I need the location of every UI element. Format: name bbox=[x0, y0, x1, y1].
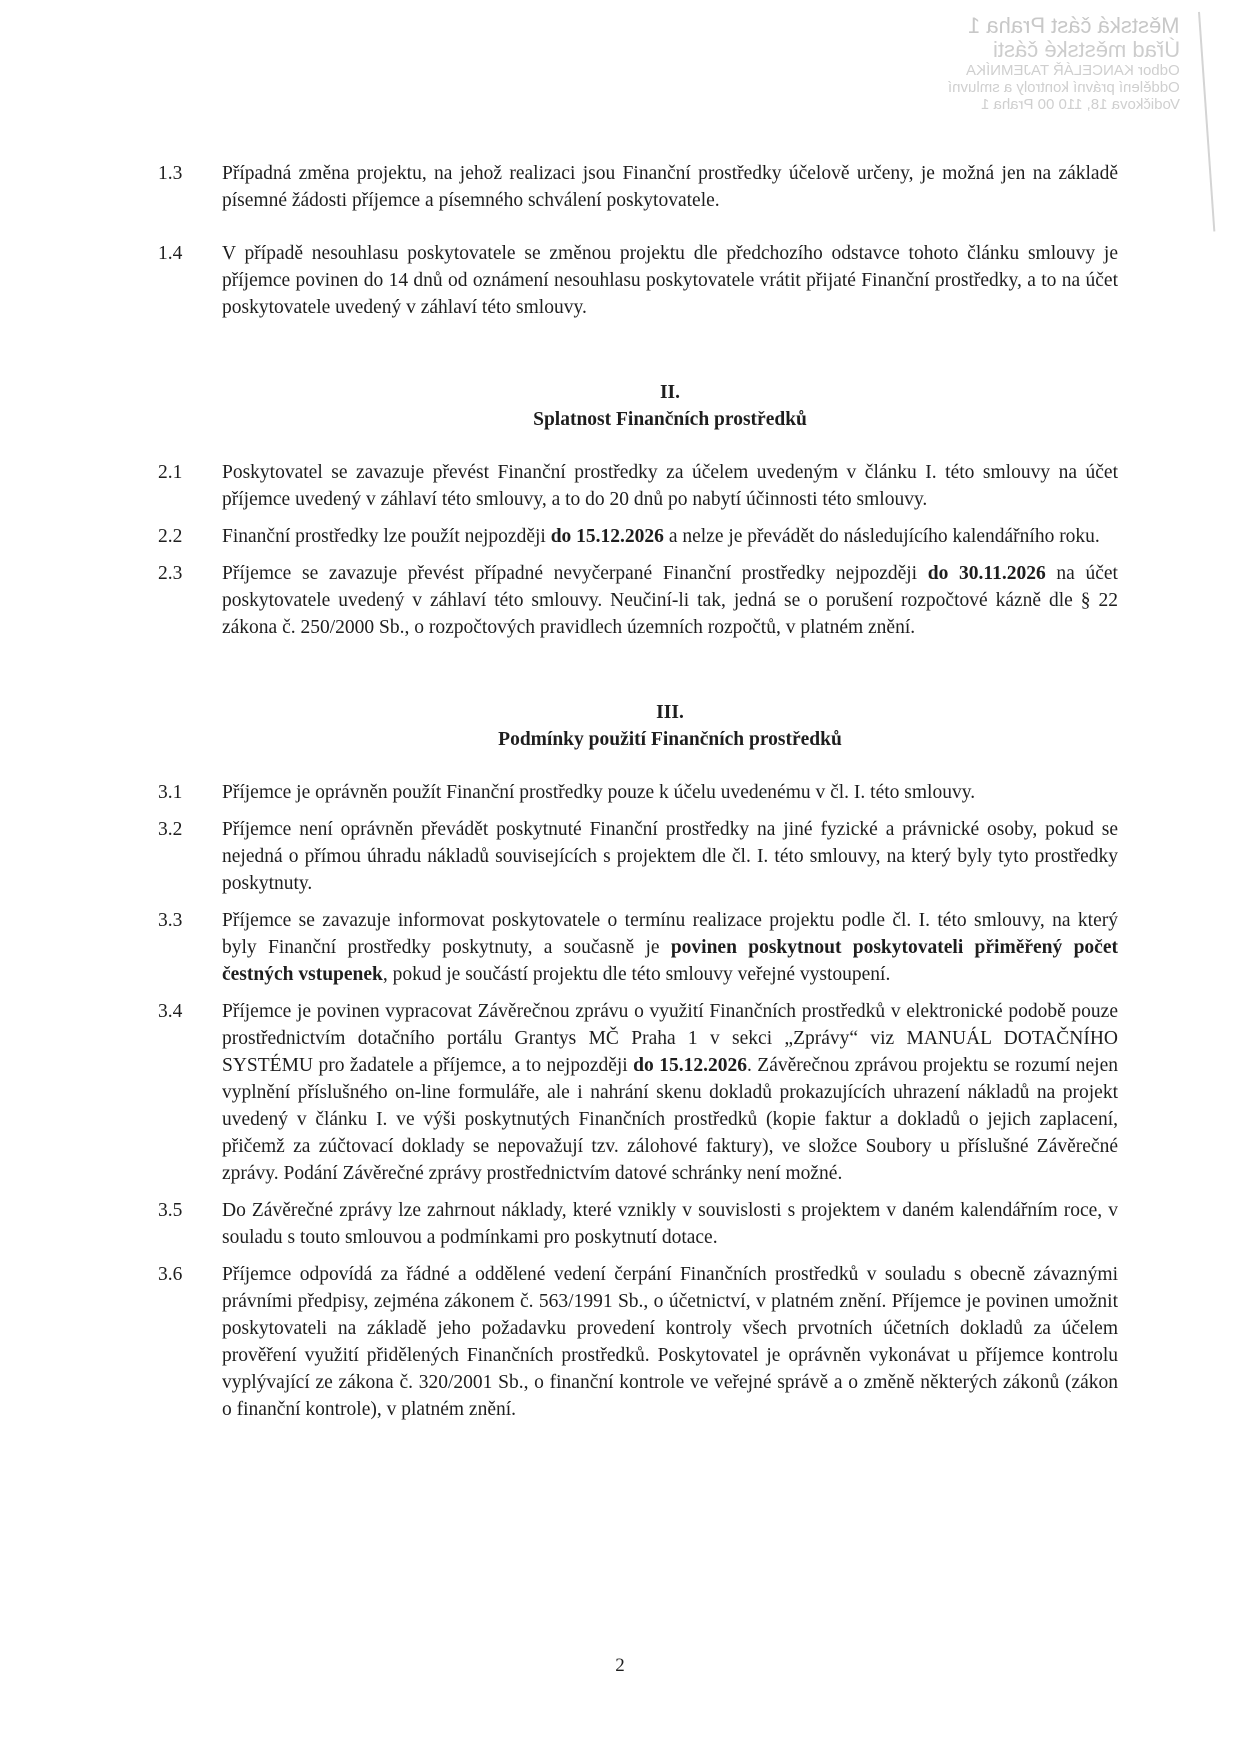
clause-text bbox=[222, 907, 1118, 988]
clause-3-3 bbox=[158, 907, 1118, 988]
clause-text-part: a nelze je převádět do následujícího kalendářního roku. bbox=[663, 526, 1100, 547]
clause-text-part: . Závěrečnou zprávou projektu se rozumí nejen vyplnění příslušného on-line formuláře, ale i nahrání skenu dokladů prokazujících uhrazení nákladů na projekt uvedený v článku I. ve výši poskytnutých Finančních prostředků (kopie faktur a dokladů o jejich zaplacení, přičemž za zúčtovací doklady se nepovažují tzv. zálohové faktury), ve složce Soubory u příslušné Závěrečné zprávy. Podání Závěrečné zprávy prostřednictvím datové schránky není možné. bbox=[222, 1055, 1118, 1184]
clause-text: Poskytovatel se zavazuje převést Finanční prostředky za účelem uvedeným v článku I. této smlouvy na účet příjemce uvedený v záhlaví této smlouvy, a to do 20 dnů po nabytí účinnosti této smlouvy. bbox=[222, 462, 1118, 510]
clause-text-part: na účet poskytovatele uvedený v záhlaví této smlouvy. Neučiní-li tak, jedná se o porušení rozpočtové kázně dle § 22 zákona č. 250/2000 Sb., o rozpočtových pravidlech územních rozpočtů, v platném znění. bbox=[222, 563, 1118, 638]
article-3-title: Podmínky použití Finančních prostředků bbox=[498, 729, 842, 750]
stamp-line-4: Oddělení právní kontroly a smluvní bbox=[948, 79, 1180, 96]
clause-text-part: Příjemce je povinen vypracovat Závěrečnou zprávu o využití Finančních prostředků v elektronické podobě pouze prostřednictvím dotačního portálu Grantys MČ Praha 1 v sekci „Zprávy“ viz MANUÁL DOTAČNÍHO SYSTÉMU pro žadatele a příjemce, a to nejpozději bbox=[222, 1001, 1118, 1076]
deadline-date: do 30.11.2026 bbox=[927, 563, 1046, 584]
clause-number: 2.1 bbox=[158, 462, 183, 483]
clause-number: 3.6 bbox=[158, 1264, 183, 1285]
clause-text-part: Příjemce se zavazuje informovat poskytovatele o termínu realizace projektu podle čl. I. této smlouvy, na který byly Finanční prostředky poskytnuty, a současně je bbox=[222, 910, 1118, 958]
document-body bbox=[158, 160, 1118, 1423]
clause-number: 3.2 bbox=[158, 819, 183, 840]
stamp-line-3: Odbor KANCELÁŘ TAJEMNÍKA bbox=[966, 62, 1180, 79]
scan-edge-line bbox=[1198, 12, 1215, 232]
clause-1-4 bbox=[158, 240, 1118, 321]
page-number: 2 bbox=[615, 1655, 625, 1676]
clause-2-3 bbox=[158, 560, 1118, 641]
stamp-line-2: Úřad městské části bbox=[992, 37, 1180, 62]
clause-number: 3.4 bbox=[158, 1001, 183, 1022]
clause-text: V případě nesouhlasu poskytovatele se změnou projektu dle předchozího odstavce tohoto článku smlouvy je příjemce povinen do 14 dnů od oznámení nesouhlasu poskytovatele vrátit přijaté Finanční prostředky, a to na účet poskytovatele uvedený v záhlaví této smlouvy. bbox=[222, 243, 1118, 318]
clause-number: 3.5 bbox=[158, 1200, 183, 1221]
office-stamp bbox=[800, 14, 1180, 144]
clause-text-part: Finanční prostředky lze použít nejpozději bbox=[222, 526, 551, 547]
clause-3-1 bbox=[158, 779, 1118, 806]
clause-text: Příjemce není oprávněn převádět poskytnuté Finanční prostředky na jiné fyzické a právnické osoby, pokud se nejedná o přímou úhradu nákladů souvisejících s projektem dle čl. I. této smlouvy, na který byly tyto prostředky poskytnuty. bbox=[222, 819, 1118, 894]
clause-2-1 bbox=[158, 459, 1118, 513]
clause-text-part: Příjemce se zavazuje převést případné nevyčerpané Finanční prostředky nejpozději bbox=[222, 563, 928, 584]
clause-text: Případná změna projektu, na jehož realizaci jsou Finanční prostředky účelově určeny, je možná jen na základě písemné žádosti příjemce a písemného schválení poskytovatele. bbox=[222, 163, 1118, 211]
clause-3-2 bbox=[158, 816, 1118, 897]
clause-number: 1.3 bbox=[158, 163, 183, 184]
clause-number: 1.4 bbox=[158, 243, 183, 264]
clause-3-6 bbox=[158, 1261, 1118, 1423]
clause-text bbox=[222, 998, 1118, 1187]
article-3-numeral: III. bbox=[656, 702, 684, 723]
clause-1-3 bbox=[158, 160, 1118, 214]
deadline-date: do 15.12.2026 bbox=[550, 526, 664, 547]
clause-3-4 bbox=[158, 998, 1118, 1187]
article-2-title: Splatnost Finančních prostředků bbox=[533, 409, 807, 430]
clause-3-5 bbox=[158, 1197, 1118, 1251]
clause-text-part: , pokud je součástí projektu dle této smlouvy veřejné vystoupení. bbox=[382, 964, 891, 985]
clause-text bbox=[222, 523, 1118, 550]
clause-number: 2.2 bbox=[158, 526, 183, 547]
clause-number: 3.1 bbox=[158, 782, 183, 803]
clause-text: Příjemce je oprávněn použít Finanční prostředky pouze k účelu uvedenému v čl. I. této smlouvy. bbox=[222, 782, 976, 803]
emphasis-text: povinen poskytnout poskytovateli přiměřený počet čestných vstupenek bbox=[222, 937, 1118, 985]
clause-text bbox=[222, 560, 1118, 641]
clause-text: Do Závěrečné zprávy lze zahrnout náklady, které vznikly v souvislosti s projektem v daném kalendářním roce, v souladu s touto smlouvou a podmínkami pro poskytnutí dotace. bbox=[222, 1200, 1118, 1248]
clause-number: 2.3 bbox=[158, 563, 183, 584]
clause-number: 3.3 bbox=[158, 910, 183, 931]
clause-text: Příjemce odpovídá za řádné a oddělené vedení čerpání Finančních prostředků v souladu s obecně závaznými právními předpisy, zejména zákonem č. 563/1991 Sb., o účetnictví, v platném znění. Příjemce je povinen umožnit poskytovateli na základě jeho požadavku provedení kontroly všech prvotních účetních dokladů za účelem prověření využití přidělených Finančních prostředků. Poskytovatel je oprávněn vykonávat u příjemce kontrolu vyplývající ze zákona č. 320/2001 Sb., o finanční kontrole ve veřejné správě a o změně některých zákonů (zákon o finanční kontrole), v platném znění. bbox=[222, 1264, 1118, 1420]
stamp-line-1: Městská část Praha 1 bbox=[968, 13, 1180, 38]
article-2-numeral: II. bbox=[659, 382, 681, 403]
clause-2-2 bbox=[158, 523, 1118, 550]
deadline-date: do 15.12.2026 bbox=[633, 1055, 747, 1076]
stamp-line-5: Vodičkova 18, 110 00 Praha 1 bbox=[980, 96, 1180, 113]
